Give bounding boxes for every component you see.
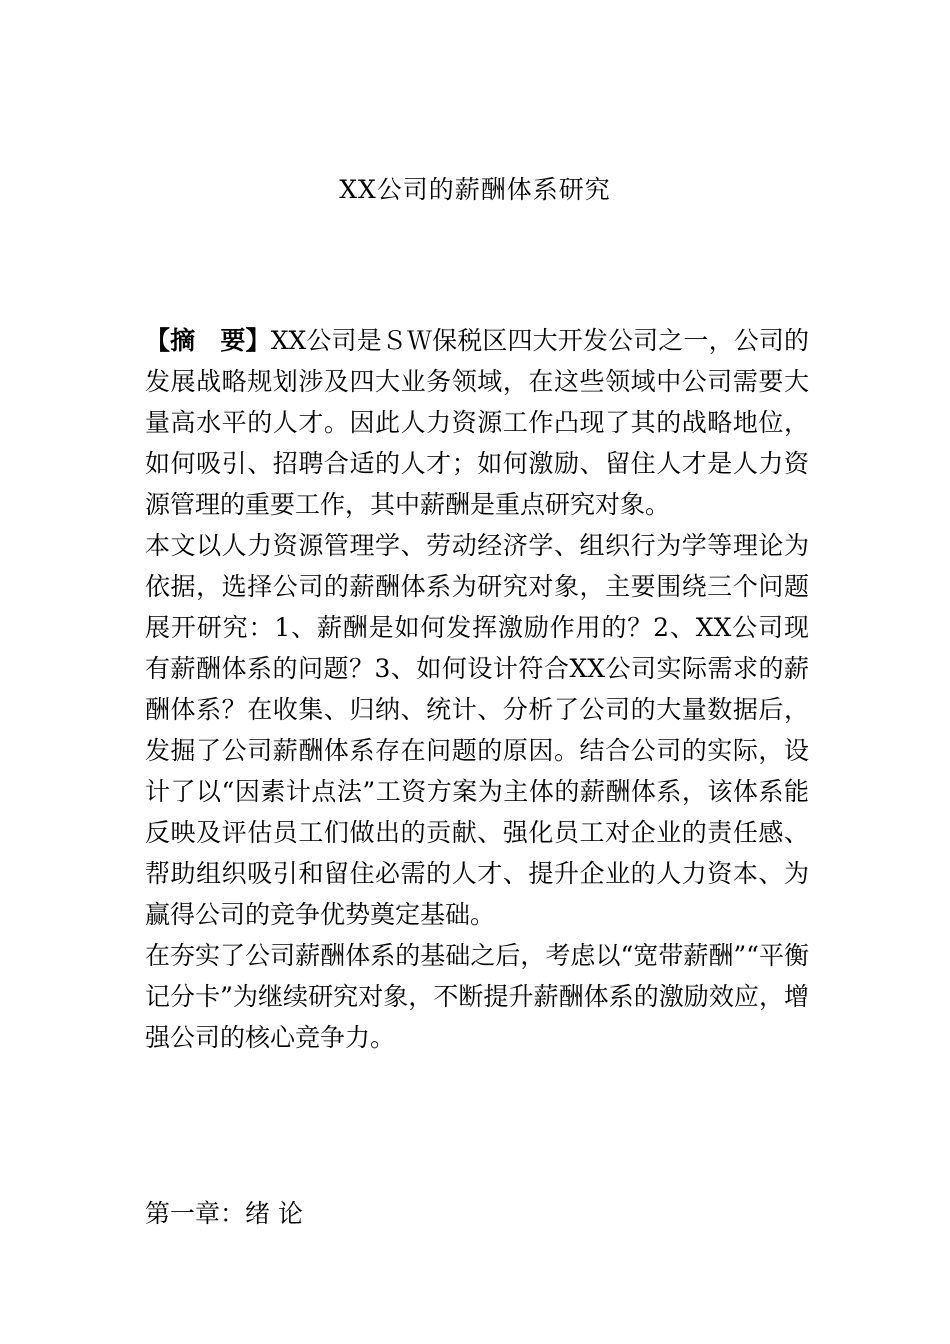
abstract-text-1: XX公司是ＳＷ保税区四大开发公司之一，公司的发展战略规划涉及四大业务领域，在这些领域中公司需要大量高水平的人才。因此人力资源工作凸现了其的战略地位，如何吸引、招聘合适的人才；如何激励、留住人才是人力资源管理的重要工作，其中薪酬是重点研究对象。 [145,326,809,519]
chapter-heading: 第一章：绪 论 [145,1199,303,1228]
document-title: XX公司的薪酬体系研究 [339,175,611,204]
abstract-section [145,320,809,1058]
abstract-paragraph-3: 在夯实了公司薪酬体系的基础之后，考虑以“宽带薪酬”“平衡记分卡”为继续研究对象，不断提升薪酬体系的激励效应，增强公司的核心竞争力。 [145,941,809,1052]
abstract-paragraph-1 [145,320,809,525]
abstract-label: 【摘 要】 [145,326,271,355]
abstract-paragraph-2: 本文以人力资源管理学、劳动经济学、组织行为学等理论为依据，选择公司的薪酬体系为研究对象，主要围绕三个问题展开研究：1、薪酬是如何发挥激励作用的？2、XX公司现有薪酬体系的问题？3、如何设计符合XX公司实际需求的薪酬体系？在收集、归纳、统计、分析了公司的大量数据后，发掘了公司薪酬体系存在问题的原因。结合公司的实际，设计了以“因素计点法”工资方案为主体的薪酬体系，该体系能反映及评估员工们做出的贡献、强化员工对企业的责任感、帮助组织吸引和留住必需的人才、提升企业的人力资本、为赢得公司的竞争优势奠定基础。 [145,531,809,929]
